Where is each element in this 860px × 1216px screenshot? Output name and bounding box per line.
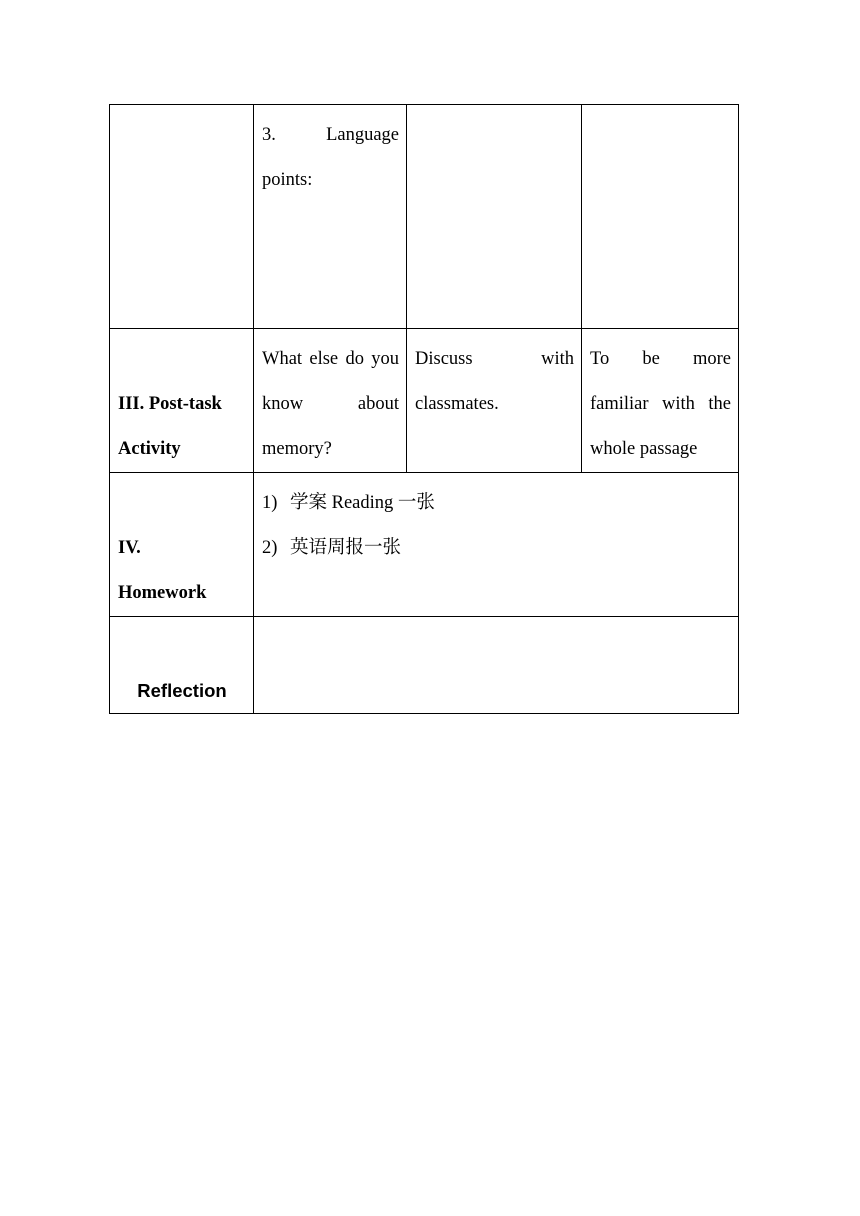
stage-title: III. Post-task (118, 394, 222, 414)
list-number: 2) (262, 538, 278, 558)
content-cell: What else do you know about memory? (254, 329, 407, 473)
lesson-plan-table (109, 104, 739, 714)
method-cell: Discuss with classmates. (407, 329, 582, 473)
stage-cell (110, 473, 254, 617)
purpose-cell (582, 105, 739, 329)
reflection-cell (254, 617, 739, 714)
homework-list (262, 481, 731, 571)
table-row (110, 329, 739, 473)
table-row (110, 473, 739, 617)
table-row (110, 105, 739, 329)
list-text: 学案 Reading 一张 (290, 493, 435, 513)
stage-title: Reflection (137, 680, 227, 701)
method-cell (407, 105, 582, 329)
content-cell: 3. Language points: (254, 105, 407, 329)
list-number: 1) (262, 493, 278, 513)
list-text: 英语周报一张 (290, 538, 402, 558)
table-row (110, 617, 739, 714)
stage-cell (110, 617, 254, 714)
homework-cell (254, 473, 739, 617)
stage-cell (110, 329, 254, 473)
purpose-cell: To be more familiar with the whole passage (582, 329, 739, 473)
stage-title: IV. (118, 538, 141, 558)
stage-cell (110, 105, 254, 329)
list-item (262, 481, 731, 526)
stage-subtitle: Activity (118, 439, 181, 459)
stage-subtitle: Homework (118, 583, 207, 603)
list-item (262, 526, 731, 571)
